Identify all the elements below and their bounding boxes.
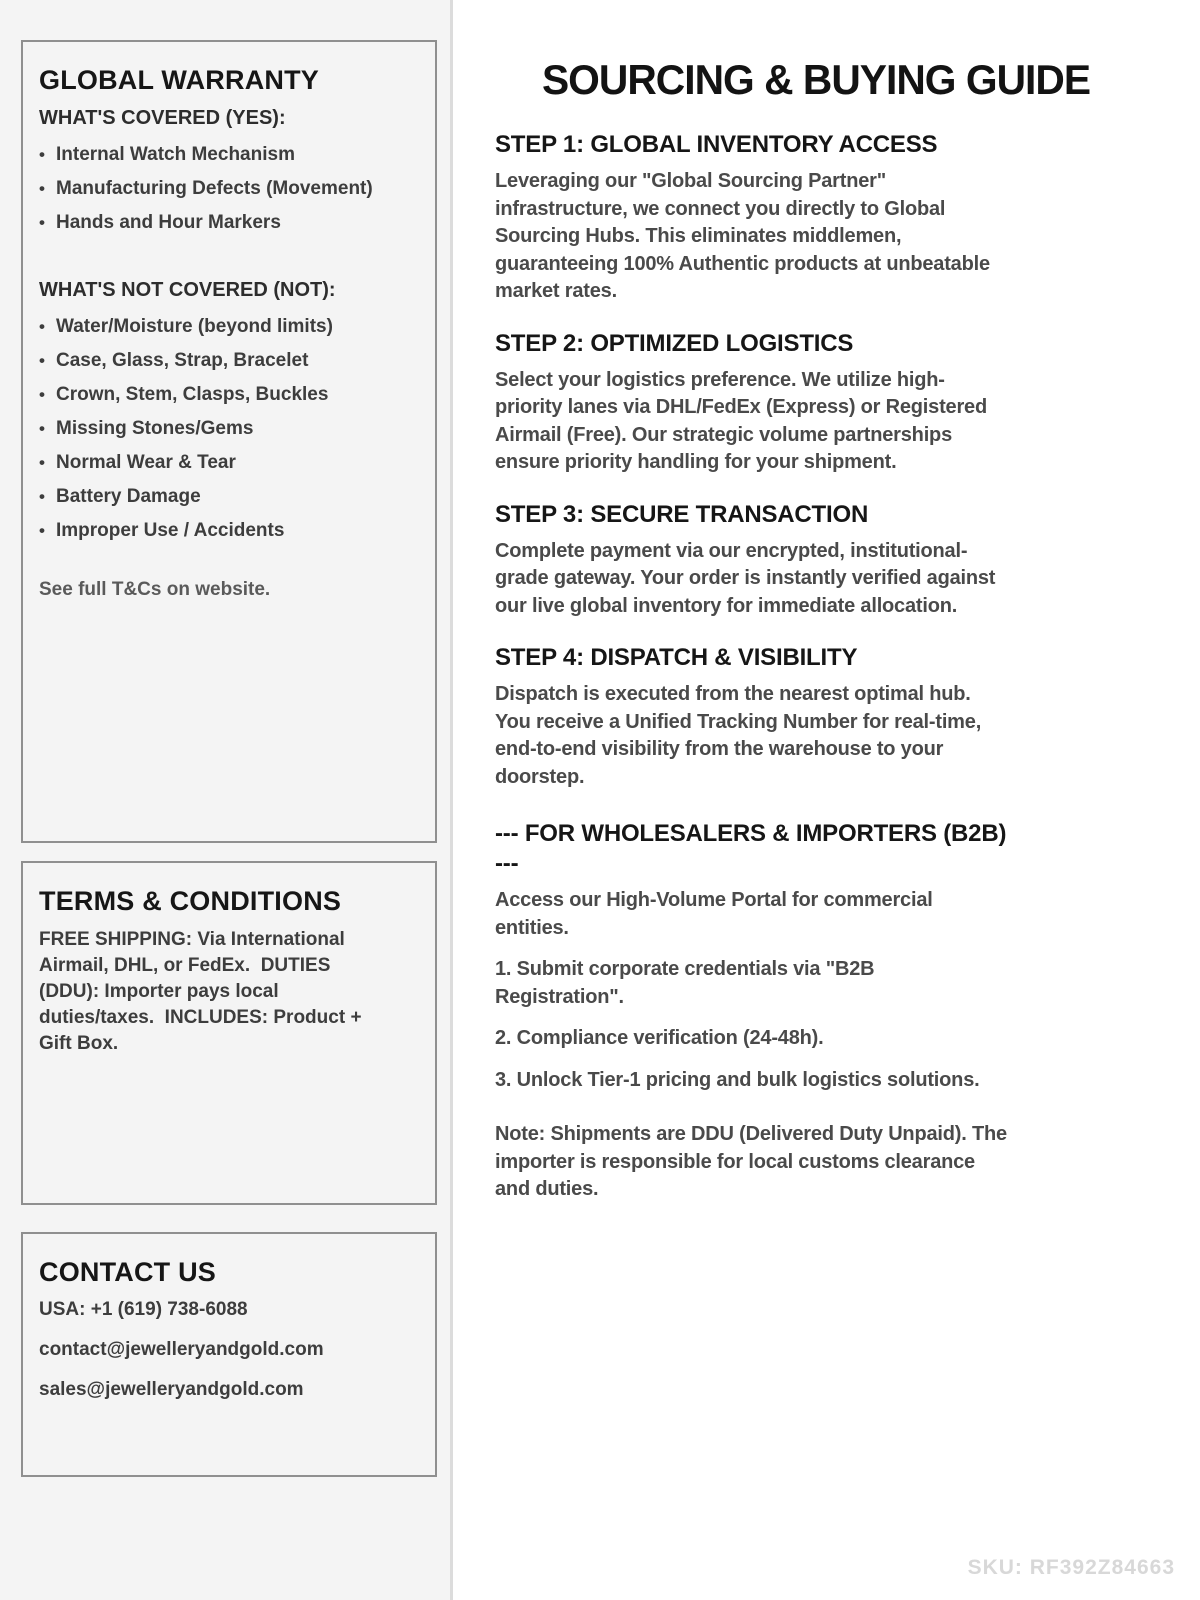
- contact-title: CONTACT US: [39, 1257, 216, 1287]
- step-3: [495, 500, 1015, 621]
- step-2-heading: STEP 2: OPTIMIZED LOGISTICS: [495, 329, 854, 357]
- contact-panel: [21, 1232, 437, 1477]
- warranty-footnote: See full T&Cs on website.: [39, 579, 271, 600]
- contact-email-sales: sales@jewelleryandgold.com: [39, 1379, 304, 1400]
- b2b-intro: Access our High-Volume Portal for commercial entities.: [495, 889, 933, 939]
- step-1: [495, 130, 1015, 306]
- b2b-heading: --- FOR WHOLESALERS & IMPORTERS (B2B) ---: [495, 820, 1007, 877]
- step-3-body: Complete payment via our encrypted, institutional-grade gateway. Your order is instantly verified against our live global inventory for immediate allocation.: [495, 539, 996, 617]
- b2b-section: [495, 819, 1015, 1204]
- contact-phone: USA: +1 (619) 738-6088: [39, 1299, 248, 1320]
- info-sidebar: [0, 0, 453, 1600]
- covered-list: [39, 143, 417, 234]
- step-2: [495, 329, 1015, 477]
- list-item: • Crown, Stem, Clasps, Buckles: [39, 383, 417, 406]
- b2b-item-2: 2. Compliance verification (24-48h).: [495, 1027, 824, 1049]
- terms-body: FREE SHIPPING: Via International Airmail, DHL, or FedEx. DUTIES (DDU): Importer pays local duties/taxes. INCLUDES: Product + Gift Box.: [39, 929, 367, 1054]
- b2b-item-3: 3. Unlock Tier-1 pricing and bulk logistics solutions.: [495, 1068, 980, 1091]
- list-item: • Battery Damage: [39, 485, 417, 508]
- global-warranty-panel: [21, 40, 437, 843]
- guide-content: [495, 130, 1015, 1204]
- contact-email-primary: contact@jewelleryandgold.com: [39, 1339, 324, 1360]
- step-4-body: Dispatch is executed from the nearest optimal hub. You receive a Unified Tracking Number for real-time, end-to-end visibility from the warehouse to your doorstep.: [495, 683, 982, 788]
- list-item: • Case, Glass, Strap, Bracelet: [39, 349, 417, 372]
- list-item: • Hands and Hour Markers: [39, 211, 417, 234]
- b2b-note: Note: Shipments are DDU (Delivered Duty Unpaid). The importer is responsible for local customs clearance and duties.: [495, 1123, 1007, 1200]
- step-2-body: Select your logistics preference. We utilize high-priority lanes via DHL/FedEx (Express) or Registered Airmail (Free). Our strategic volume partnerships ensure priority handling for your shipment.: [495, 368, 987, 473]
- sku-label: SKU: RF392Z84663: [967, 1556, 1175, 1579]
- not-covered-list: [39, 315, 417, 542]
- warranty-title: GLOBAL WARRANTY: [39, 65, 319, 95]
- sourcing-guide: [456, 0, 1200, 1600]
- b2b-item-1: 1. Submit corporate credentials via "B2B Registration".: [495, 958, 875, 1008]
- step-4: [495, 643, 1015, 791]
- covered-heading: WHAT'S COVERED (YES):: [39, 107, 286, 129]
- page-title: SOURCING & BUYING GUIDE: [541, 56, 1091, 103]
- list-item: • Internal Watch Mechanism: [39, 143, 417, 166]
- step-3-heading: STEP 3: SECURE TRANSACTION: [495, 500, 869, 528]
- not-covered-heading: WHAT'S NOT COVERED (NOT):: [39, 279, 336, 301]
- list-item: • Manufacturing Defects (Movement): [39, 177, 417, 200]
- step-4-heading: STEP 4: DISPATCH & VISIBILITY: [495, 644, 858, 671]
- list-item: • Improper Use / Accidents: [39, 519, 417, 542]
- list-item: • Missing Stones/Gems: [39, 417, 417, 440]
- list-item: • Water/Moisture (beyond limits): [39, 315, 417, 338]
- step-1-body: Leveraging our "Global Sourcing Partner" infrastructure, we connect you directly to Global Sourcing Hubs. This eliminates middlemen, guaranteeing 100% Authentic products at unbeatable market rates.: [495, 170, 990, 302]
- terms-panel: [21, 861, 437, 1205]
- step-1-heading: STEP 1: GLOBAL INVENTORY ACCESS: [495, 131, 938, 158]
- terms-title: TERMS & CONDITIONS: [39, 886, 342, 916]
- list-item: • Normal Wear & Tear: [39, 451, 417, 474]
